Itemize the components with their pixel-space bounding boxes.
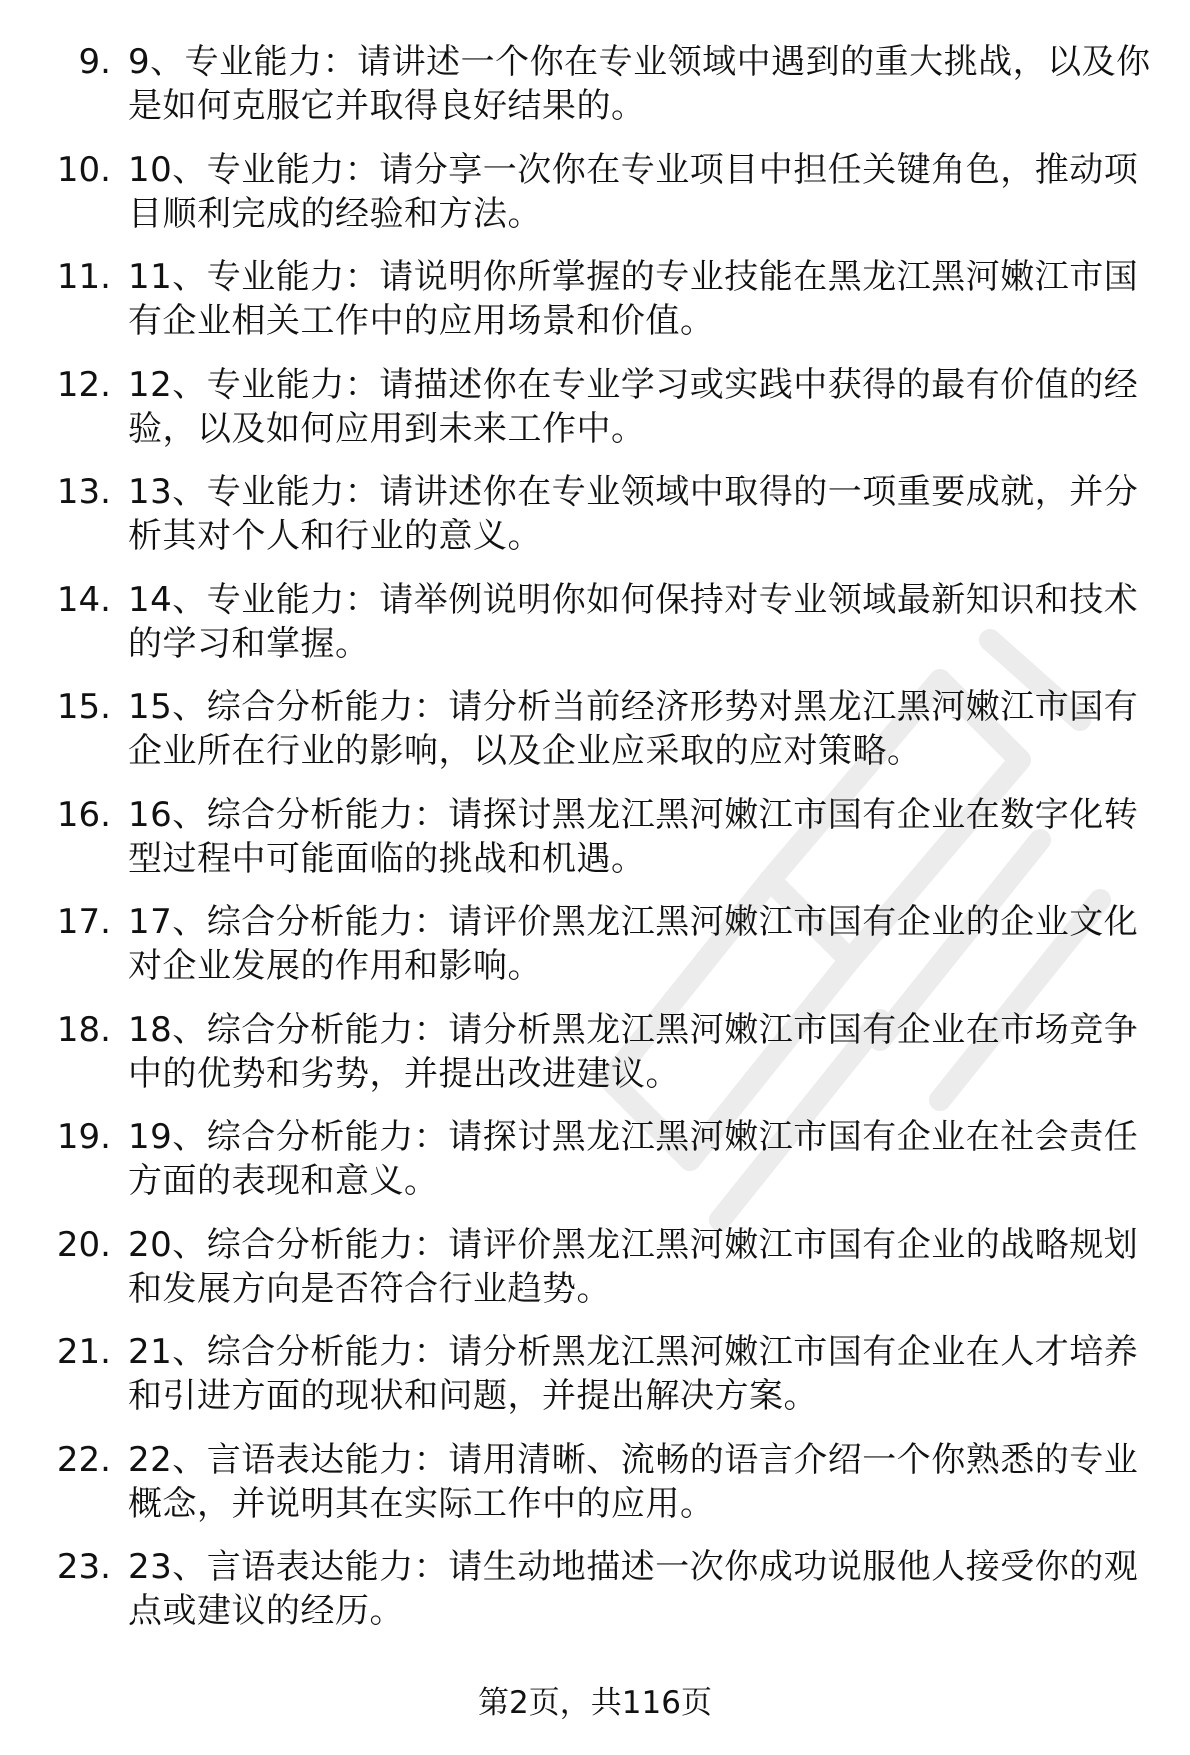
list-item-text: 18、综合分析能力：请分析黑龙江黑河嫩江市国有企业在市场竞争中的优势和劣势，并提出改进建议。 <box>128 1009 1139 1094</box>
list-item-text: 13、专业能力：请讲述你在专业领域中取得的一项重要成就，并分析其对个人和行业的意义。 <box>128 472 1139 556</box>
list-item-number: 11. <box>56 257 111 297</box>
list-item <box>0 40 1190 148</box>
list-item-number: 22. <box>56 1439 111 1480</box>
list-item <box>0 1115 1190 1223</box>
list-item-text: 10、专业能力：请分享一次你在专业项目中担任关键角色，推动项目顺利完成的经验和方法。 <box>128 149 1139 234</box>
list-item-number: 13. <box>56 472 111 512</box>
list-item-number: 12. <box>56 364 111 405</box>
list-item-number: 14. <box>56 579 111 620</box>
list-item <box>0 363 1190 471</box>
list-item-text: 19、综合分析能力：请探讨黑龙江黑河嫩江市国有企业在社会责任方面的表现和意义。 <box>128 1117 1139 1201</box>
list-item <box>0 1223 1190 1331</box>
list-item-number: 20. <box>56 1224 111 1265</box>
list-item <box>0 685 1190 793</box>
list-item <box>0 1008 1190 1116</box>
list-item-number: 17. <box>56 902 111 942</box>
list-item-number: 23. <box>56 1547 111 1587</box>
list-item-text: 15、综合分析能力：请分析当前经济形势对黑龙江黑河嫩江市国有企业所在行业的影响，以及企业应采取的应对策略。 <box>128 687 1139 771</box>
list-item-number: 16. <box>56 794 111 835</box>
list-item-number: 18. <box>56 1009 111 1050</box>
list-item <box>0 793 1190 901</box>
list-item <box>0 1330 1190 1438</box>
list-item-text: 20、综合分析能力：请评价黑龙江黑河嫩江市国有企业的战略规划和发展方向是否符合行业趋势。 <box>128 1224 1139 1309</box>
list-item-number: 15. <box>56 687 111 727</box>
list-item-text: 17、综合分析能力：请评价黑龙江黑河嫩江市国有企业的企业文化对企业发展的作用和影响。 <box>128 902 1139 986</box>
question-list <box>0 40 1190 1653</box>
list-item <box>0 470 1190 578</box>
list-item <box>0 900 1190 1008</box>
list-item-text: 16、综合分析能力：请探讨黑龙江黑河嫩江市国有企业在数字化转型过程中可能面临的挑战和机遇。 <box>128 794 1139 879</box>
list-item <box>0 1545 1190 1653</box>
list-item-text: 14、专业能力：请举例说明你如何保持对专业领域最新知识和技术的学习和掌握。 <box>128 579 1139 664</box>
list-item-number: 10. <box>56 149 111 190</box>
list-item-number: 21. <box>56 1332 111 1372</box>
list-item-number: 9. <box>78 42 111 82</box>
list-item-text: 11、专业能力：请说明你所掌握的专业技能在黑龙江黑河嫩江市国有企业相关工作中的应用场景和价值。 <box>128 257 1139 341</box>
list-item <box>0 255 1190 363</box>
list-item-text: 21、综合分析能力：请分析黑龙江黑河嫩江市国有企业在人才培养和引进方面的现状和问题，并提出解决方案。 <box>128 1332 1139 1416</box>
list-item <box>0 1438 1190 1546</box>
list-item-text: 12、专业能力：请描述你在专业学习或实践中获得的最有价值的经验，以及如何应用到未来工作中。 <box>128 364 1139 449</box>
page-footer: 第2页，共116页 <box>478 1685 712 1721</box>
list-item <box>0 148 1190 256</box>
list-item <box>0 578 1190 686</box>
list-item-text: 9、专业能力：请讲述一个你在专业领域中遇到的重大挑战，以及你是如何克服它并取得良好结果的。 <box>128 42 1151 126</box>
list-item-text: 22、言语表达能力：请用清晰、流畅的语言介绍一个你熟悉的专业概念，并说明其在实际工作中的应用。 <box>128 1439 1139 1524</box>
list-item-text: 23、言语表达能力：请生动地描述一次你成功说服他人接受你的观点或建议的经历。 <box>128 1547 1139 1631</box>
list-item-number: 19. <box>56 1117 111 1157</box>
